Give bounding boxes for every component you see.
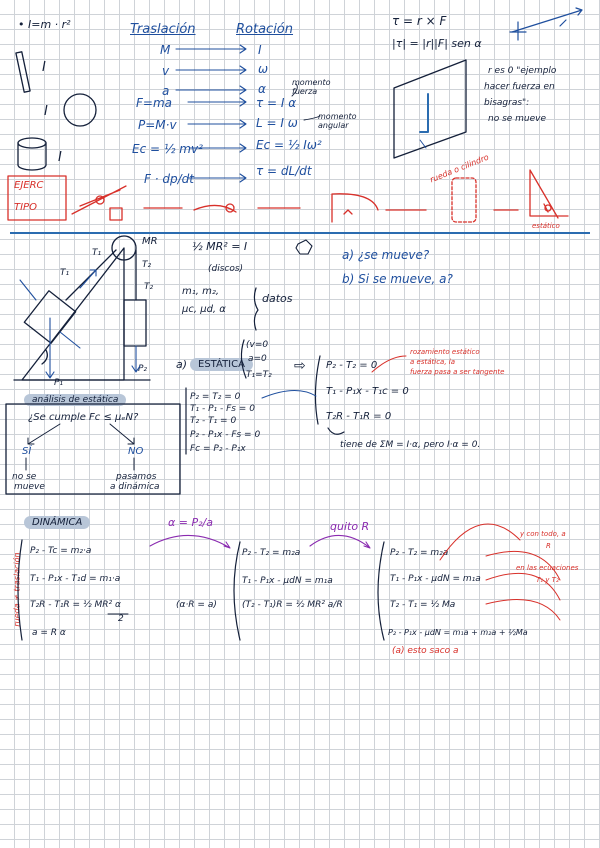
left-eq: Fc = P₂ - P₁x bbox=[190, 444, 246, 454]
braces bbox=[18, 288, 384, 640]
implies-arrow: ⇨ bbox=[294, 358, 306, 374]
pulley-incline-diagram bbox=[14, 236, 150, 380]
half-denominator: 2 bbox=[118, 614, 124, 624]
pasamos-2: a dinámica bbox=[110, 482, 160, 492]
exercise-sketches bbox=[8, 170, 568, 222]
MR-label: MR bbox=[142, 236, 158, 247]
static-note-1: rozamiento estático bbox=[410, 348, 480, 356]
I-label: I bbox=[44, 104, 48, 119]
dyn2-eq: (T₂ - T₁)R = ½ MR² a/R bbox=[242, 600, 343, 610]
trans-item: F=ma bbox=[136, 96, 172, 110]
question-b: b) Si se mueve, a? bbox=[342, 272, 453, 286]
purple-arrows bbox=[150, 535, 370, 548]
torque-vector: τ = r × F bbox=[392, 14, 447, 28]
note-momento-fuerza: momento fuerza bbox=[292, 78, 331, 96]
example-note-2: hacer fuerza en bbox=[484, 82, 555, 92]
datos-masses: m₁, m₂, bbox=[182, 286, 220, 297]
sphere-icon bbox=[64, 94, 96, 126]
red-note-rueda: rueda o cilindro bbox=[428, 152, 491, 185]
rot-item: τ = dL/dt bbox=[256, 164, 312, 178]
trans-item: F · dp/dt bbox=[144, 172, 194, 186]
dyn1-eq: T₁ - P₁x - T₁d = m₁·a bbox=[30, 574, 121, 584]
statics-eq: T₂R - T₁R = 0 bbox=[326, 411, 392, 422]
cond-a: a=0 bbox=[248, 354, 267, 364]
torque-vector-sketch bbox=[510, 8, 582, 40]
estatica-tag: ESTÁTICA bbox=[190, 358, 253, 371]
translation-rotation-arrows bbox=[176, 45, 246, 182]
ejercicio-label-1: EJERC bbox=[14, 180, 44, 191]
question-a: a) ¿se mueve? bbox=[342, 248, 430, 262]
trans-item: M bbox=[160, 43, 171, 57]
hexagon-icon bbox=[296, 240, 312, 254]
rot-item: Ec = ½ Iω² bbox=[256, 138, 322, 152]
header-traslacion: Traslación bbox=[130, 22, 196, 37]
rot-item: L = I ω bbox=[256, 116, 298, 130]
datos-label: datos bbox=[262, 292, 293, 305]
right-note-1: y con todo, a bbox=[520, 530, 566, 538]
statics-eq: P₂ - T₂ = 0 bbox=[326, 360, 378, 371]
trans-item: v bbox=[162, 64, 170, 78]
pasamos-1: pasamos bbox=[116, 472, 157, 482]
dyn1-eq: P₂ - Tc = m₂·a bbox=[30, 546, 92, 556]
analisis-question: ¿Se cumple Fc ≤ μₑN? bbox=[28, 412, 139, 423]
side-label: rueda ≠ traslación bbox=[12, 552, 22, 627]
datos-coefs: μc, μd, α bbox=[182, 304, 226, 315]
quito-R: quito R bbox=[330, 520, 370, 533]
T2-label-2: T₂ bbox=[144, 282, 154, 292]
example-note-3: bisagras": bbox=[484, 98, 530, 108]
right-note-2: R bbox=[546, 542, 551, 550]
static-note-2: a estática, la bbox=[410, 358, 456, 366]
cylinder-icon bbox=[18, 138, 46, 170]
left-eq: P₂ = T₂ = 0 bbox=[190, 392, 241, 402]
T1-label-2: T₁ bbox=[92, 248, 102, 258]
analisis-box bbox=[6, 404, 180, 494]
P2-label: P₂ bbox=[138, 364, 148, 374]
rot-item: α bbox=[258, 82, 266, 96]
trans-item: a bbox=[162, 84, 170, 98]
I-label: I bbox=[58, 150, 62, 165]
dyn2-eq: T₁ - P₁x - μdN = m₁a bbox=[242, 576, 333, 586]
statics-link bbox=[262, 390, 316, 398]
no-se-mueve-1: no se bbox=[12, 472, 37, 482]
left-eq: P₂ - P₁x - Fs = 0 bbox=[190, 430, 261, 440]
tiene-note: tiene de ΣM = I·α, pero I·α = 0. bbox=[340, 440, 481, 450]
right-note-3: en las ecuaciones bbox=[516, 564, 579, 572]
ejercicio-label-2: TIPO bbox=[14, 202, 37, 213]
red-links bbox=[372, 356, 560, 620]
trans-item: Ec = ½ mv² bbox=[132, 142, 203, 156]
right-note-4: T₁ y T₂ bbox=[536, 576, 559, 584]
left-eq: T₁ - P₁ - Fs = 0 bbox=[190, 404, 255, 414]
result-note: (a) esto saco a bbox=[392, 646, 459, 656]
dyn1-eq: a = R α bbox=[32, 628, 66, 638]
note-pointers bbox=[292, 84, 320, 120]
header-rotacion: Rotación bbox=[236, 22, 294, 37]
rot-item: ω bbox=[258, 62, 269, 76]
static-note-3: fuerza pasa a ser tangente bbox=[410, 368, 505, 376]
dyn2-eq: P₂ - T₂ = m₂a bbox=[242, 548, 301, 558]
I-label: I bbox=[42, 60, 46, 75]
dinamica-tag: DINÁMICA bbox=[24, 516, 90, 529]
dyn3-eq: P₂ - P₁x - μdN = m₁a + m₂a + ½Ma bbox=[388, 628, 528, 637]
T2-label: T₂ bbox=[142, 260, 152, 270]
rot-item: τ = I α bbox=[256, 96, 297, 110]
rod-icon bbox=[16, 52, 30, 92]
left-eq: T₂ - T₁ = 0 bbox=[190, 416, 237, 426]
disc-inertia: ½ MR² = I bbox=[192, 240, 248, 253]
inertia-formula: • I=m · r² bbox=[18, 18, 71, 31]
answer-no: NO bbox=[128, 446, 144, 457]
dyn3-eq: P₂ - T₂ = m₂a bbox=[390, 548, 449, 558]
estatica-prefix: a) bbox=[176, 358, 188, 371]
door-sketch bbox=[394, 60, 466, 158]
rot-item: I bbox=[258, 43, 262, 57]
dyn3-eq: T₂ - T₁ = ½ Ma bbox=[390, 600, 456, 610]
dyn1-eq: T₂R - T₁R = ½ MR² α bbox=[30, 600, 121, 610]
discos-note: (discos) bbox=[208, 264, 244, 274]
alpha-substitution: (α·R = a) bbox=[176, 600, 217, 610]
transform-alpha: α = P₂/a bbox=[168, 516, 213, 529]
torque-magnitude: |τ| = |r||F| sen α bbox=[392, 37, 482, 50]
cond-T: T₁=T₂ bbox=[246, 370, 272, 380]
note-momento-angular: momento angular bbox=[318, 112, 357, 130]
example-note-1: r es 0 "ejemplo bbox=[488, 66, 557, 76]
no-se-mueve-2: mueve bbox=[14, 482, 45, 492]
example-note-4: no se mueve bbox=[488, 114, 547, 124]
red-note-estatico: estático bbox=[532, 222, 560, 230]
analisis-tag: análisis de estática bbox=[24, 394, 126, 406]
T1-label: T₁ bbox=[60, 268, 70, 278]
decision-arrows bbox=[26, 424, 134, 470]
P1-label: P₁ bbox=[54, 378, 64, 388]
statics-eq: T₁ - P₁x - T₁c = 0 bbox=[326, 386, 409, 397]
dyn3-eq: T₁ - P₁x - μdN = m₁a bbox=[390, 574, 481, 584]
trans-item: P=M·v bbox=[138, 118, 177, 132]
answer-si: SÍ bbox=[22, 446, 32, 457]
cond-v: (v=0 bbox=[246, 340, 269, 350]
